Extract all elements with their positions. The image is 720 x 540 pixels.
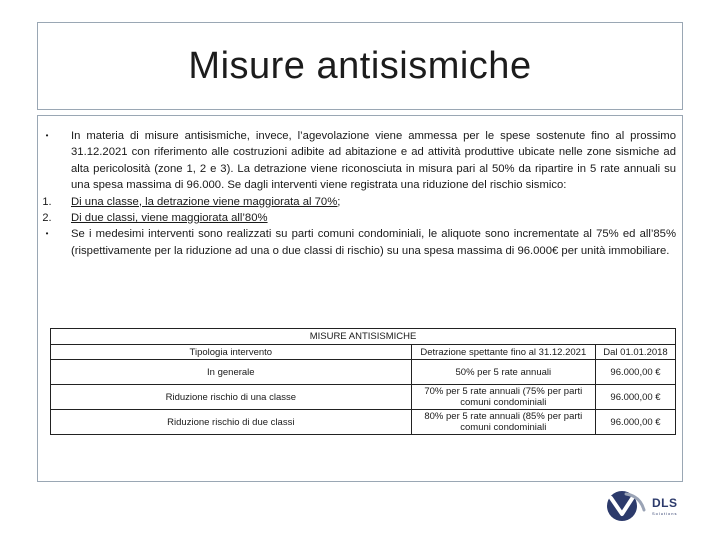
table-cell: 96.000,00 € [596, 360, 676, 385]
table-cell: 50% per 5 rate annuali [411, 360, 595, 385]
bullet-marker: • [45, 229, 49, 239]
list-item [38, 194, 684, 210]
list-item [38, 210, 684, 226]
company-logo [604, 488, 684, 524]
bullet-marker: • [45, 131, 49, 140]
list-item [38, 128, 684, 194]
table-row [51, 360, 676, 385]
title-box [37, 22, 683, 110]
slide-title: Misure antisismiche [188, 44, 532, 87]
column-header: Detrazione spettante fino al 31.12.2021 [411, 345, 595, 360]
logo-subtitle: Solutions [652, 511, 678, 516]
list-item-text: Se i medesimi interventi sono realizzati su parti comuni condominiali, le aliquote sono incrementate al 75% ed all’85% (rispettivamente per la riduzione ad una o due classi di rischio) su una spesa massima di 96.000€ per unità immobiliare. [71, 228, 676, 257]
list-item-text: Di una classe, la detrazione viene maggiorata al 70%; [71, 195, 341, 208]
table-cell: Riduzione rischio di una classe [51, 385, 412, 410]
logo-mark-icon [604, 488, 648, 524]
table-cell: 70% per 5 rate annuali (75% per parti comuni condominiali [411, 385, 595, 410]
number-marker: 1. [42, 195, 52, 208]
column-header: Dal 01.01.2018 [596, 345, 676, 360]
logo-name: DLS [652, 496, 678, 510]
table-cell: 96.000,00 € [596, 410, 676, 435]
column-header: Tipologia intervento [51, 345, 412, 360]
table-row [51, 385, 676, 410]
list-item [38, 226, 684, 259]
number-marker: 2. [42, 212, 52, 225]
list-item-text: In materia di misure antisismiche, invece, l’agevolazione viene ammessa per le spese sostenute fino al prossimo 31.12.2021 con riferimento alle costruzioni adibite ad abitazione e ad attività produttive ubicate nelle zone sismiche ad alta pericolosità (zone 1, 2 e 3). La detrazione viene riconosciuta in misura pari al 50% da ripartire in 5 rate annuali su una spesa massima di 96.000. Se dagli interventi viene registrata una riduzione del rischio sismico: [71, 130, 676, 192]
table-cell: 80% per 5 rate annuali (85% per parti comuni condominiali [411, 410, 595, 435]
list-item-text: Di due classi, viene maggiorata all’80% [71, 212, 268, 225]
table-title: MISURE ANTISISMICHE [51, 329, 676, 345]
table-image [50, 328, 676, 440]
table-cell: In generale [51, 360, 412, 385]
table-cell: Riduzione rischio di due classi [51, 410, 412, 435]
bullet-list [38, 128, 684, 259]
table-row [51, 410, 676, 435]
measures-table [50, 328, 676, 435]
table-cell: 96.000,00 € [596, 385, 676, 410]
